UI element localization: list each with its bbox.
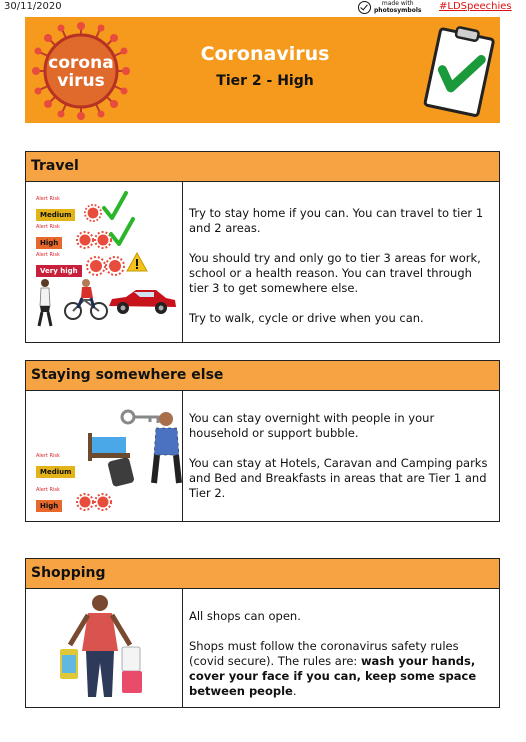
shopper-icon [56, 593, 146, 703]
travel-text [183, 182, 499, 342]
clipboard-checklist-icon [418, 25, 498, 121]
alert-medium: Alert Risk Medium [36, 453, 75, 478]
staying-text [183, 391, 499, 521]
travel-section [25, 151, 500, 343]
shopping-heading: Shopping [26, 559, 499, 589]
travel-paragraph-3: Try to walk, cycle or drive when you can. [189, 311, 424, 325]
staying-paragraph-2: You can stay at Hotels, Caravan and Camping parks and Bed and Breakfasts in areas that are Tier 1 and Tier 2. [189, 456, 488, 500]
hashtag-link[interactable]: #LDSpeechies [439, 1, 512, 12]
shopping-paragraph-1: All shops can open. [189, 609, 301, 623]
green-check-icon [108, 216, 136, 248]
photosymbols-label: photosymbols [374, 7, 422, 14]
warning-icon [126, 252, 148, 272]
overnight-stay-icon [88, 403, 182, 487]
check-circle-icon [358, 1, 371, 14]
virus-icon [86, 254, 126, 278]
shopping-rules-end: . [292, 684, 297, 698]
virus-icon [76, 231, 112, 249]
virus-icon [84, 204, 102, 222]
alert-high: Alert Risk High [36, 224, 62, 249]
made-with-photosymbols-logo [358, 0, 421, 14]
alert-high: Alert Risk High [36, 487, 62, 512]
car-icon [106, 286, 178, 316]
shopping-paragraph-2 [189, 639, 493, 699]
travel-paragraph-2: You should try and only go to tier 3 areas for work, school or a health reason. You can travel through tier 3 to get somewhere else. [189, 251, 481, 295]
shopping-illustration [26, 589, 183, 707]
virus-icon [76, 493, 112, 511]
page-subtitle: Tier 2 - High [216, 73, 314, 89]
shopping-rules-bold: wash your hands, cover your face if you can, keep some space between people [189, 654, 477, 698]
staying-paragraph-1: You can stay overnight with people in your household or support bubble. [189, 411, 435, 440]
walking-person-icon [34, 278, 56, 328]
page-title: Coronavirus [200, 43, 330, 65]
staying-heading: Staying somewhere else [26, 361, 499, 391]
shopping-text [183, 589, 499, 707]
made-with-label: made with [381, 0, 414, 7]
travel-heading: Travel [26, 152, 499, 182]
document-date: 30/11/2020 [4, 1, 62, 12]
logo-text-virus: virus [57, 71, 105, 91]
staying-section [25, 360, 500, 522]
logo-text-corona: corona [48, 53, 114, 73]
travel-illustration [26, 182, 183, 342]
alert-medium: Alert Risk Medium [36, 196, 75, 221]
shopping-rules-intro: Shops must follow the coronavirus safety rules (covid secure). The rules are: [189, 639, 459, 668]
staying-illustration [26, 391, 183, 521]
travel-paragraph-1: Try to stay home if you can. You can travel to tier 1 and 2 areas. [189, 206, 484, 235]
title-banner [25, 17, 500, 123]
cyclist-icon [64, 278, 108, 322]
shopping-section [25, 558, 500, 708]
coronavirus-logo-icon [31, 21, 131, 121]
alert-very-high: Alert Risk Very high [36, 252, 82, 277]
